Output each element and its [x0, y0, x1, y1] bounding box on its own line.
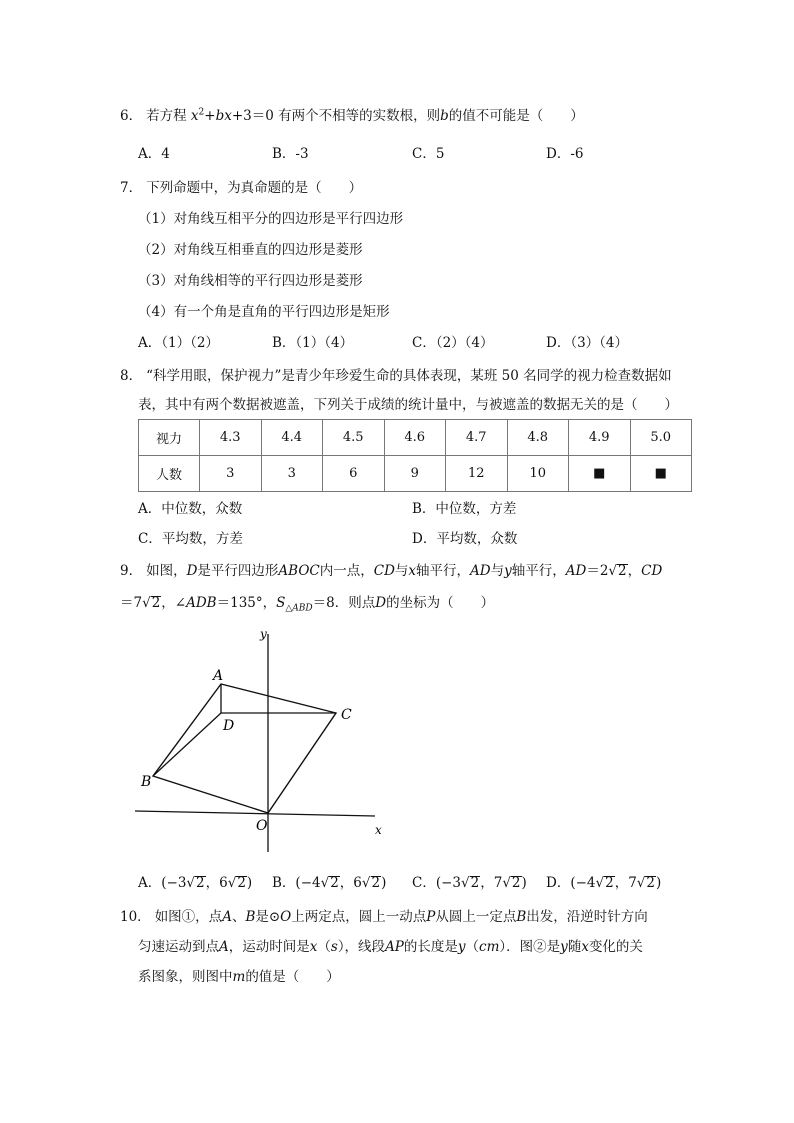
table-row: [139, 420, 692, 456]
q6-option-a: A．4: [138, 146, 170, 162]
table-cell: 4.4: [261, 420, 323, 456]
q6-option-b: B．-3: [272, 146, 309, 162]
q7-statement-1: （1）对角线互相平分的四边形是平行四边形: [138, 211, 404, 227]
label-a: A: [213, 668, 224, 684]
q8-option-d: D．平均数，众数: [412, 531, 518, 547]
table-header-cell: 视力: [139, 420, 200, 456]
vision-data-table: [138, 419, 692, 492]
q9-option-b: B．(−4√2，6√2): [272, 875, 387, 891]
q9-line-2: ＝7√2，∠ADB＝135°，$S_{\triangle ABD}=8$．则点D的坐标为（ ）: [120, 595, 495, 614]
q9-option-c: C．(−3√2，7√2): [412, 875, 527, 891]
q8-option-c: C．平均数，方差: [138, 531, 243, 547]
q6-number: 6．: [120, 108, 143, 124]
q7-option-d: D．（3）（4）: [546, 335, 629, 351]
q8-option-b: B．中位数，方差: [412, 501, 517, 517]
q7-option-a: A．（1）（2）: [138, 335, 219, 351]
table-cell: 4.8: [507, 420, 569, 456]
segment-db: [153, 713, 221, 776]
table-cell: 12: [446, 456, 508, 492]
table-cell: 9: [384, 456, 446, 492]
q7-statement-4: （4）有一个角是直角的平行四边形是矩形: [138, 304, 390, 320]
question-8: 8． “科学用眼，保护视力”是青少年珍爱生命的具体表现，某班 50 名同学的视力检查数据如: [120, 368, 672, 384]
q9-option-a: A．(−3√2，6√2): [138, 875, 253, 891]
label-y: y: [260, 627, 267, 641]
parallelogram-figure: [135, 620, 395, 860]
table-cell: 4.9: [569, 420, 631, 456]
question-7: 7． 下列命题中，为真命题的是（ ）: [120, 180, 363, 196]
q7-option-b: B．（1）（4）: [272, 335, 354, 351]
table-header-cell: 人数: [139, 456, 200, 492]
table-cell: 4.5: [323, 420, 385, 456]
label-c: C: [341, 707, 352, 723]
question-9: 9． 如图，D是平行四边形ABOC内一点，CD与x轴平行，AD与y轴平行，AD＝2√2，CD: [120, 563, 663, 579]
q8-line-2: 表，其中有两个数据被遮盖，下列关于成绩的统计量中，与被遮盖的数据无关的是（ ）: [138, 397, 678, 413]
q7-option-c: C．（2）（4）: [412, 335, 494, 351]
q10-line-2: 匀速运动到点A，运动时间是x（s），线段AP的长度是y（cm）．图②是y随x变化的关: [138, 939, 643, 955]
label-o: O: [256, 818, 268, 834]
table-cell: 5.0: [630, 420, 692, 456]
x-axis: [135, 811, 375, 816]
table-cell: 3: [261, 456, 323, 492]
q6-option-d: D．-6: [546, 146, 584, 162]
q7-statement-2: （2）对角线互相垂直的四边形是菱形: [138, 242, 363, 258]
q10-line-3: 系图象，则图中m的值是（ ）: [138, 969, 340, 985]
q7-statement-3: （3）对角线相等的平行四边形是菱形: [138, 273, 363, 289]
question-6: 6． 若方程 $x^2+bx+3=0$ 有两个不相等的实数根，则b的值不可能是（ ）: [120, 107, 584, 124]
question-10: 10． 如图①，点A、B是⊙O上两定点，圆上一动点P从圆上一定点B出发，沿逆时针方向: [120, 909, 648, 925]
q8-option-a: A．中位数，众数: [138, 501, 243, 517]
table-cell: 4.6: [384, 420, 446, 456]
parallelogram-abco: [153, 684, 336, 813]
label-b: B: [141, 774, 152, 790]
table-cell: 4.7: [446, 420, 508, 456]
label-d: D: [223, 718, 235, 734]
table-cell: 10: [507, 456, 569, 492]
table-cell-covered: ■: [630, 456, 692, 492]
table-row: [139, 456, 692, 492]
label-x: x: [375, 823, 382, 837]
table-cell-covered: ■: [569, 456, 631, 492]
table-cell: 4.3: [200, 420, 262, 456]
q6-option-c: C．5: [412, 146, 445, 162]
q9-option-d: D．(−4√2，7√2): [546, 875, 662, 891]
table-cell: 6: [323, 456, 385, 492]
table-cell: 3: [200, 456, 262, 492]
